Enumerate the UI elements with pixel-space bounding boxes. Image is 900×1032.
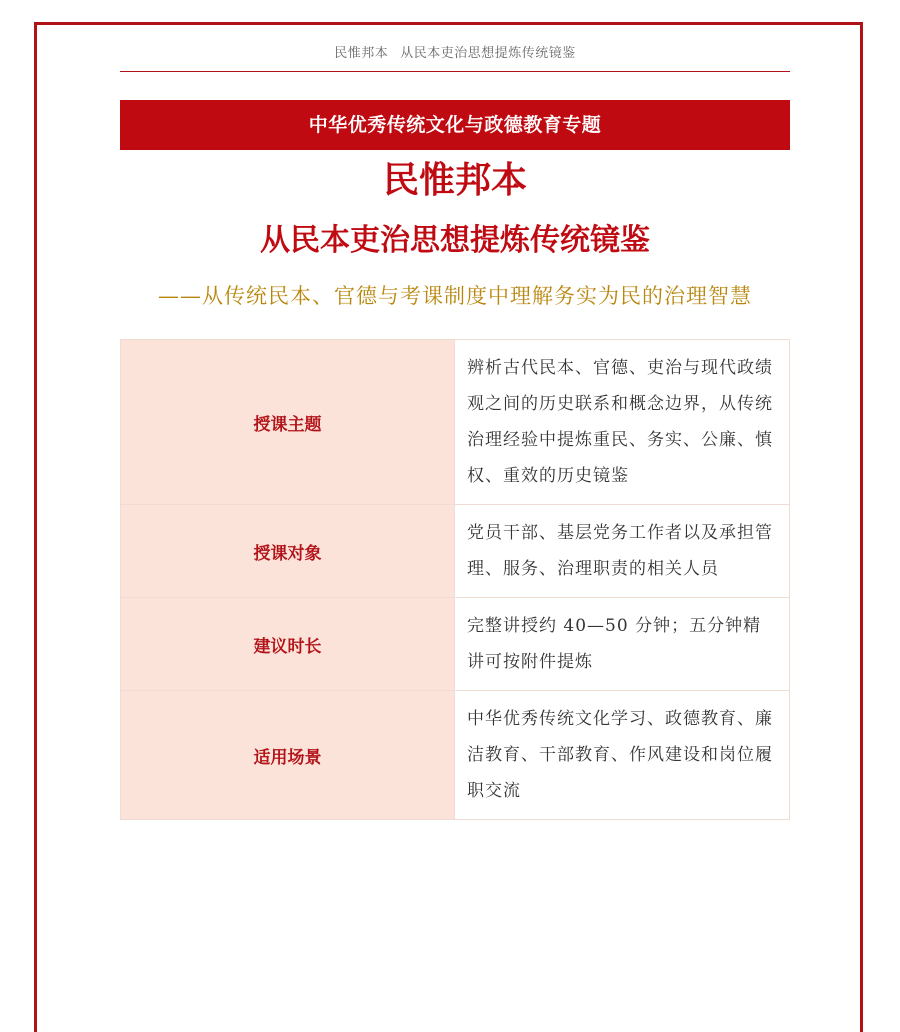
running-header-right: 从民本吏治思想提炼传统镜鉴 <box>400 46 576 61</box>
row-value-scenario: 中华优秀传统文化学习、政德教育、廉洁教育、干部教育、作风建设和岗位履职交流 <box>455 691 790 820</box>
page-tagline: ——从传统民本、官德与考课制度中理解务实为民的治理智慧 <box>158 284 752 308</box>
row-value-audience: 党员干部、基层党务工作者以及承担管理、服务、治理职责的相关人员 <box>455 505 790 598</box>
row-label-audience: 授课对象 <box>121 505 455 598</box>
row-label-scenario: 适用场景 <box>121 691 455 820</box>
header-rule <box>120 71 790 72</box>
running-header <box>120 42 790 61</box>
course-info-table <box>120 339 790 820</box>
row-value-topic: 辨析古代民本、官德、吏治与现代政绩观之间的历史联系和概念边界，从传统治理经验中提炼重民、务实、公廉、慎权、重效的历史镜鉴 <box>455 340 790 505</box>
page-title: 民惟邦本 <box>382 160 527 201</box>
row-label-duration: 建议时长 <box>121 598 455 691</box>
row-value-duration: 完整讲授约 40—50 分钟；五分钟精讲可按附件提炼 <box>455 598 790 691</box>
running-header-left: 民惟邦本 <box>334 46 389 61</box>
page-subtitle: 从民本吏治思想提炼传统镜鉴 <box>260 223 650 258</box>
table-row <box>121 505 790 598</box>
row-label-topic: 授课主题 <box>121 340 455 505</box>
topic-banner: 中华优秀传统文化与政德教育专题 <box>120 100 790 150</box>
table-row <box>121 598 790 691</box>
table-row <box>121 691 790 820</box>
table-row <box>121 340 790 505</box>
